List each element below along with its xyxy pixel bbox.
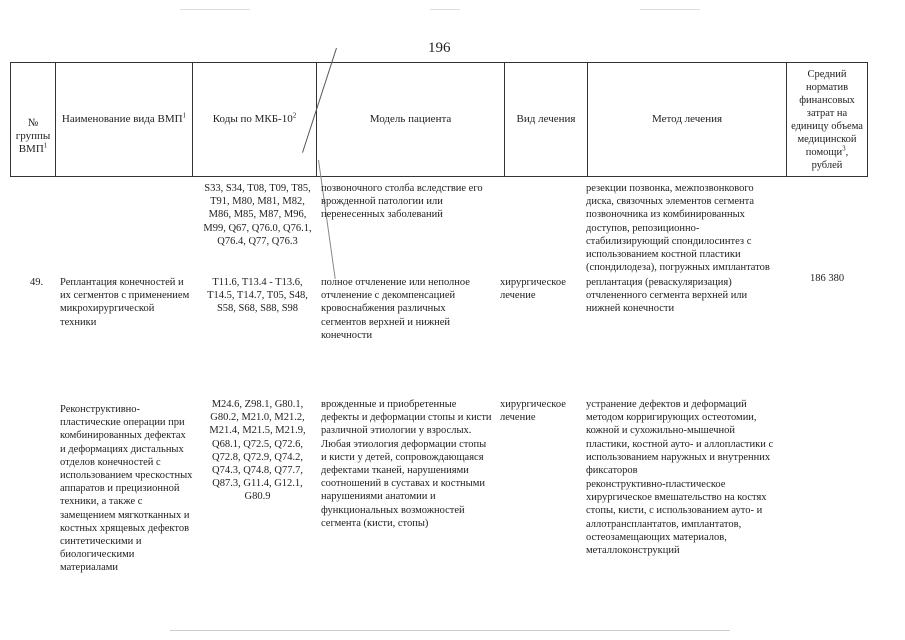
row-2-treatment-type: хирургическое лечение: [500, 399, 566, 424]
header-group-no-footnote: 1: [43, 141, 48, 150]
scan-artifact-bottom: [170, 630, 730, 631]
header-mkb-codes: [193, 63, 317, 177]
row-0-method: резекции позвонка, межпозвонкового диска, связочных элементов сегмента позвоночника из комбинированных доступов, репозиционно-стабилизирующий спондилосинтез с использованием костной пластики (спондилодеза), погружных имплантатов: [586, 183, 770, 274]
header-treatment-type: [505, 63, 588, 177]
header-patient-model: [317, 63, 505, 177]
row-1-treatment-type: хирургическое лечение: [500, 277, 566, 302]
row-0-codes: S33, S34, T08, T09, T85, T91, M80, M81, M82, M86, M85, M87, M96, M99, Q67, Q76.0, Q76.1, Q76.4, Q77, Q76.3: [203, 183, 312, 247]
scan-artifact-top: [640, 9, 700, 10]
header-group-no-label: № группы ВМП: [15, 117, 51, 155]
row-1-number: 49.: [30, 277, 44, 288]
header-avg-cost-label: Средний норматив финансовых затрат на единицу объема медицинской помощи: [791, 68, 863, 158]
row-0-model: позвоночного столба вследствие его врожденной патологии или перенесенных заболеваний: [321, 183, 483, 221]
header-avg-cost: [787, 63, 868, 177]
header-mkb-codes-label: Коды по МКБ-10: [212, 113, 293, 125]
header-treatment-type-label: Вид лечения: [516, 113, 576, 125]
page-number: 196: [428, 40, 451, 56]
row-2-method: устранение дефектов и деформаций методом корригирующих остеотомии, кожной и сухожильно-мышечной пластики, костной ауто- и аллопластики с использованием наружных и внутренних фиксаторов: [586, 399, 774, 477]
scan-artifact-top: [430, 9, 460, 10]
header-treatment-method-label: Метод лечения: [651, 113, 723, 125]
row-2-model: врожденные и приобретенные дефекты и деформации стопы и кисти различной этиологии у взрослых. Любая этиология деформации стопы и кисти у детей, сопровождающаяся дефектами тканей, нарушениями соотношений в суставах и костными нарушениями анатомии и функциональных возможностей сегмента (кисти, стопы): [321, 399, 492, 529]
row-1-codes: T11.6, T13.4 - T13.6, T14.5, T14.7, T05, S48, S58, S68, S88, S98: [207, 277, 308, 315]
row-1-method: реплантация (реваскуляризация) отчлененного сегмента верхней или нижней конечности: [586, 277, 748, 315]
row-1-name: Реплантация конечностей и их сегментов с применением микрохирургической техники: [60, 277, 190, 328]
header-vmp-name-label: Наименование вида ВМП: [61, 113, 183, 125]
row-2-method-2: реконструктивно-пластическое хирургическое вмешательство на костях стопы, кисти, с использованием ауто- и аллотрансплантатов, имплантатов, остеозамещающих материалов, металлоконструкций: [586, 479, 767, 557]
header-vmp-name-footnote: 1: [182, 111, 187, 120]
row-2-codes: M24.6, Z98.1, G80.1, G80.2, M21.0, M21.2, M21.4, M21.5, M21.9, Q68.1, Q72.5, Q72.6, Q72.8, Q72.9, Q74.2, Q74.3, Q74.8, Q77.7, Q87.3, G11.4, G12.1, G80.9: [209, 399, 306, 503]
row-1-model: полное отчленение или неполное отчленение с декомпенсацией кровоснабжения различных сегментов верхней и нижней конечности: [321, 277, 470, 341]
header-mkb-codes-footnote: 2: [292, 111, 297, 120]
header-avg-cost-tail: , рублей: [811, 146, 849, 171]
row-2-name: Реконструктивно-пластические операции при комбинированных дефектах и деформациях дистальных отделов конечностей с использованием чрескостных аппаратов и прецизионной техники, а также с замещением мягкотканных и костных хрящевых дефектов синтетическими и биологическими материалами: [60, 404, 193, 574]
header-treatment-method: [588, 63, 787, 177]
header-avg-cost-footnote: 3: [842, 144, 846, 152]
row-1-cost: 186 380: [809, 273, 845, 284]
header-patient-model-label: Модель пациента: [369, 113, 452, 125]
header-group-no: [11, 63, 56, 177]
scan-artifact-top: [180, 9, 250, 10]
table-header: [10, 62, 868, 177]
header-vmp-name: [56, 63, 193, 177]
